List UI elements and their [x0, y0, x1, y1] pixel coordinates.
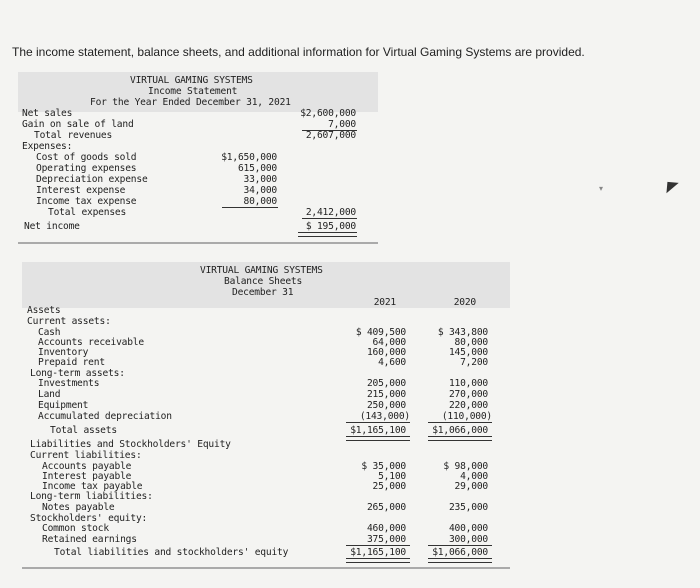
- bs-ar-2021: 64,000: [372, 337, 406, 348]
- bs-land-2021: 215,000: [366, 389, 406, 400]
- intro-text: The income statement, balance sheets, and additional information for Virtual Gaming Systems are provided.: [12, 45, 585, 59]
- is-period: For the Year Ended December 31, 2021: [90, 97, 291, 108]
- bs-common-2020: 400,000: [448, 523, 488, 534]
- bs-accum-dep-label: Accumulated depreciation: [38, 411, 172, 422]
- is-total-expenses-label: Total expenses: [48, 207, 127, 218]
- bs-prepaid-2020: 7,200: [460, 357, 488, 368]
- bs-accum-dep-2020: (110,000): [441, 411, 492, 422]
- bs-common-label: Common stock: [42, 523, 109, 534]
- bs-int-payable-2020: 4,000: [460, 471, 488, 482]
- bs-ar-2020: 80,000: [454, 337, 488, 348]
- bs-double-underline: [346, 558, 410, 563]
- bs-land-2020: 270,000: [448, 389, 488, 400]
- is-total-revenues-label: Total revenues: [34, 130, 113, 141]
- bs-current-liab-label: Current liabilities:: [30, 450, 142, 461]
- bs-retained-2020: 300,000: [448, 534, 488, 545]
- is-interest-label: Interest expense: [36, 185, 126, 196]
- bs-company: VIRTUAL GAMING SYSTEMS: [200, 265, 323, 276]
- is-net-income-label: Net income: [24, 221, 80, 232]
- bs-investments-2021: 205,000: [366, 378, 406, 389]
- mouse-cursor-icon: [661, 177, 678, 193]
- is-cogs-value: $1,650,000: [221, 152, 277, 163]
- is-tax-label: Income tax expense: [36, 196, 137, 207]
- bs-common-2021: 460,000: [366, 523, 406, 534]
- is-bottom-rule: [18, 242, 378, 244]
- chevron-down-icon: ▾: [599, 184, 604, 193]
- bs-retained-2021: 375,000: [366, 534, 406, 545]
- bs-ap-label: Accounts payable: [42, 461, 132, 472]
- bs-notes-label: Notes payable: [42, 502, 115, 513]
- bs-tax-payable-2020: 29,000: [454, 481, 488, 492]
- bs-col-2021: 2021: [373, 297, 396, 308]
- bs-int-payable-2021: 5,100: [378, 471, 406, 482]
- bs-bottom-rule: [22, 567, 510, 569]
- is-company: VIRTUAL GAMING SYSTEMS: [130, 75, 253, 86]
- bs-ar-label: Accounts receivable: [38, 337, 144, 348]
- bs-inventory-2021: 160,000: [366, 347, 406, 358]
- bs-se-label: Stockholders' equity:: [30, 513, 148, 524]
- bs-total-assets-label: Total assets: [50, 425, 117, 436]
- bs-cash-2020: $ 343,800: [437, 327, 488, 338]
- bs-equipment-2021: 250,000: [366, 400, 406, 411]
- bs-date: December 31: [232, 287, 294, 298]
- bs-retained-label: Retained earnings: [42, 534, 137, 545]
- bs-col-2020: 2020: [453, 297, 476, 308]
- bs-divider: [346, 545, 410, 546]
- bs-current-assets-label: Current assets:: [27, 316, 111, 327]
- is-double-underline: [298, 232, 357, 237]
- is-divider: [302, 218, 357, 219]
- bs-double-underline: [346, 436, 410, 441]
- bs-equipment-2020: 220,000: [448, 400, 488, 411]
- is-depreciation-value: 33,000: [243, 174, 277, 185]
- bs-int-payable-label: Interest payable: [42, 471, 132, 482]
- bs-inventory-label: Inventory: [38, 347, 89, 358]
- is-title: Income Statement: [148, 86, 238, 97]
- bs-inventory-2020: 145,000: [448, 347, 488, 358]
- bs-tax-payable-2021: 25,000: [372, 481, 406, 492]
- bs-total-le-2021: $1,165,100: [350, 547, 406, 558]
- bs-double-underline: [428, 436, 492, 441]
- is-operating-value: 615,000: [237, 163, 277, 174]
- bs-divider: [428, 422, 492, 423]
- bs-tax-payable-label: Income tax payable: [42, 481, 143, 492]
- bs-notes-2020: 235,000: [448, 502, 488, 513]
- bs-double-underline: [428, 558, 492, 563]
- is-divider: [222, 207, 278, 208]
- bs-liab-equity-label: Liabilities and Stockholders' Equity: [30, 439, 231, 450]
- is-total-expenses-value: 2,412,000: [305, 207, 356, 218]
- bs-assets-label: Assets: [27, 305, 61, 316]
- is-net-sales-value: $2,600,000: [300, 108, 356, 119]
- is-total-revenues-value: 2,607,000: [305, 130, 356, 141]
- bs-total-assets-2020: $1,066,000: [432, 425, 488, 436]
- bs-total-le-label: Total liabilities and stockholders' equity: [54, 547, 289, 558]
- bs-notes-2021: 265,000: [366, 502, 406, 513]
- bs-ltl-label: Long-term liabilities:: [30, 491, 153, 502]
- bs-investments-label: Investments: [38, 378, 100, 389]
- bs-total-assets-2021: $1,165,100: [350, 425, 406, 436]
- bs-equipment-label: Equipment: [38, 400, 89, 411]
- is-expenses-label: Expenses:: [22, 141, 73, 152]
- is-interest-value: 34,000: [243, 185, 277, 196]
- is-gain-label: Gain on sale of land: [22, 119, 134, 130]
- is-depreciation-label: Depreciation expense: [36, 174, 148, 185]
- bs-divider: [428, 545, 492, 546]
- bs-land-label: Land: [38, 389, 61, 400]
- bs-ap-2021: $ 35,000: [361, 461, 406, 472]
- bs-prepaid-label: Prepaid rent: [38, 357, 105, 368]
- is-operating-label: Operating expenses: [36, 163, 137, 174]
- bs-lta-label: Long-term assets:: [30, 368, 125, 379]
- bs-total-le-2020: $1,066,000: [432, 547, 488, 558]
- is-net-sales-label: Net sales: [22, 108, 73, 119]
- bs-prepaid-2021: 4,600: [378, 357, 406, 368]
- is-tax-value: 80,000: [243, 196, 277, 207]
- bs-title: Balance Sheets: [224, 276, 303, 287]
- is-cogs-label: Cost of goods sold: [36, 152, 137, 163]
- bs-divider: [346, 422, 410, 423]
- is-gain-value: 7,000: [328, 119, 356, 130]
- bs-cash-label: Cash: [38, 327, 61, 338]
- bs-investments-2020: 110,000: [448, 378, 488, 389]
- bs-ap-2020: $ 98,000: [443, 461, 488, 472]
- bs-cash-2021: $ 409,500: [355, 327, 406, 338]
- is-net-income-value: $ 195,000: [305, 221, 356, 232]
- bs-accum-dep-2021: (143,000): [359, 411, 410, 422]
